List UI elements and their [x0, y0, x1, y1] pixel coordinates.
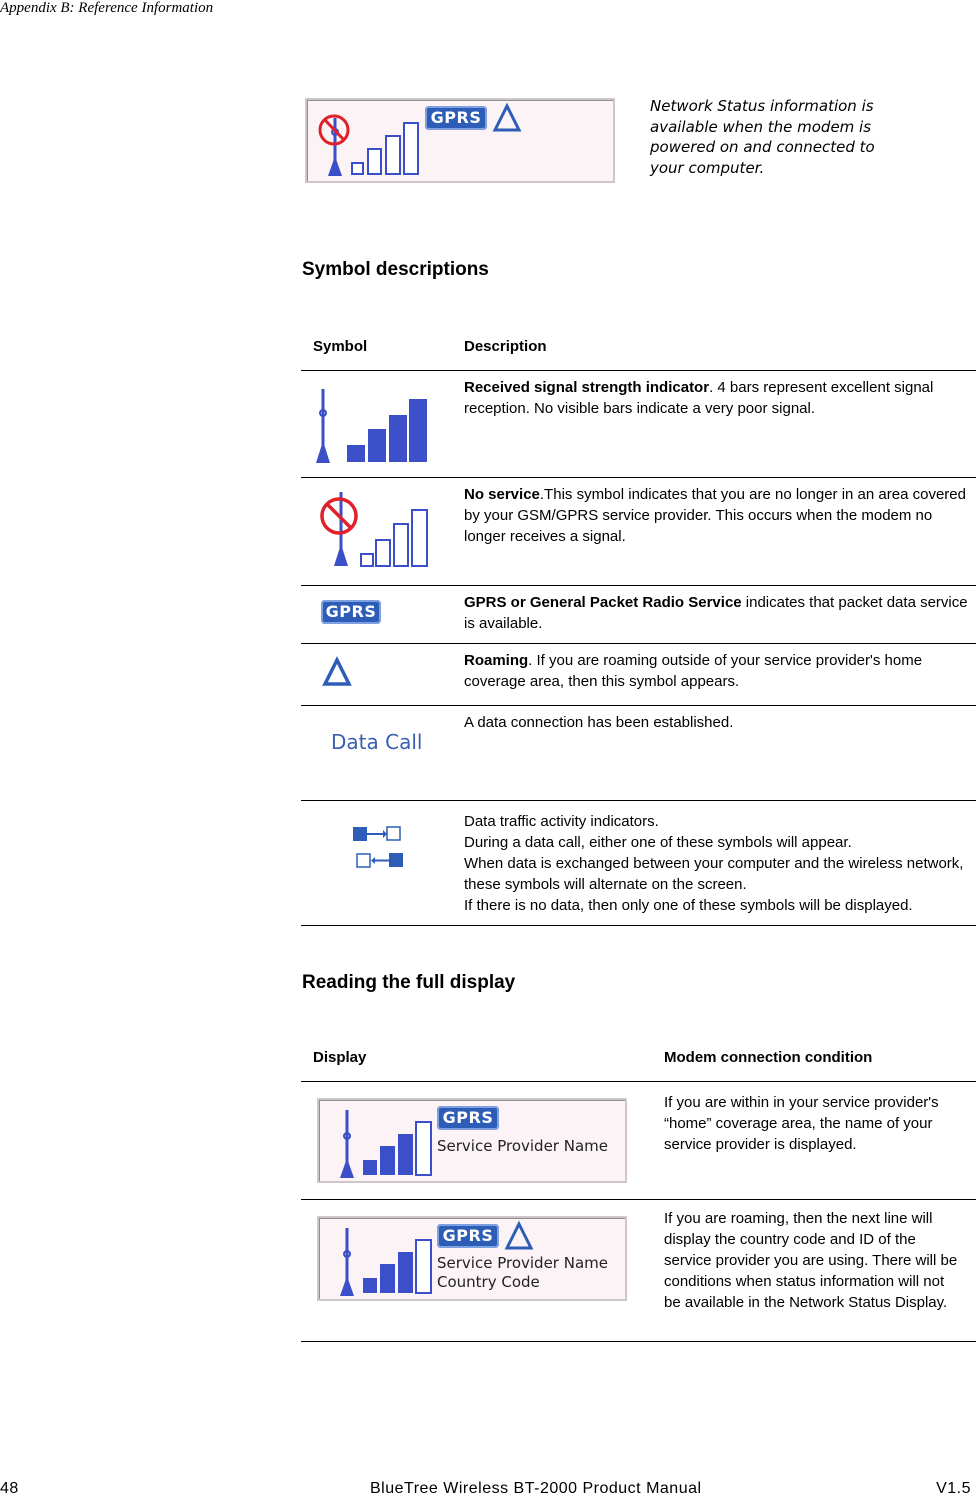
table-row	[301, 586, 976, 644]
traffic-line-3: When data is exchanged between your computer and the wireless network, these symbols will alternate on the screen.	[464, 855, 964, 893]
gprs-desc: indicates that packet data service is available.	[464, 594, 968, 632]
signal-strength-title: Received signal strength indicator	[464, 379, 710, 396]
footer-title: BlueTree Wireless BT-2000 Product Manual	[370, 1480, 702, 1497]
col-condition: Modem connection condition	[651, 1033, 976, 1082]
table-row	[301, 1200, 976, 1342]
traffic-line-1: Data traffic activity indicators.	[464, 813, 659, 830]
gprs-badge: GPRS	[437, 1224, 499, 1248]
no-service-desc: .This symbol indicates that you are no longer in an area covered by your GSM/GPRS service provider. This occurs when the modem no longer receives a signal.	[464, 486, 966, 545]
table-row	[301, 706, 976, 801]
roaming-title: Roaming	[464, 652, 529, 669]
service-provider-name: Service Provider Name	[437, 1137, 608, 1155]
network-status-display-image	[305, 98, 615, 183]
home-condition: If you are within in your service provider's “home” coverage area, the name of your service provider is displayed.	[664, 1094, 939, 1153]
send-traffic-icon	[353, 827, 400, 841]
service-provider-name: Service Provider Name	[437, 1254, 608, 1272]
data-traffic-icon	[301, 801, 451, 919]
symbol-table	[301, 322, 976, 926]
signal-strength-desc: . 4 bars represent excellent signal reception. No visible bars indicate a very poor signal.	[464, 379, 934, 417]
running-head: Appendix B: Reference Information	[0, 0, 214, 16]
gprs-icon: GPRS	[321, 600, 381, 624]
display-table	[301, 1033, 976, 1342]
reading-display-title: Reading the full display	[302, 972, 516, 993]
page-number: 48	[0, 1480, 19, 1497]
data-call-desc: A data connection has been established.	[464, 714, 734, 731]
gprs-badge: GPRS	[437, 1106, 499, 1130]
receive-traffic-icon	[357, 853, 403, 867]
no-service-icon	[301, 478, 451, 578]
symbol-descriptions-title: Symbol descriptions	[302, 259, 489, 280]
data-call-icon: Data Call	[331, 730, 423, 754]
no-service-title: No service	[464, 486, 540, 503]
footer-version: V1.5	[936, 1480, 971, 1497]
gprs-title: GPRS or General Packet Radio Service	[464, 594, 742, 611]
table-row	[301, 371, 976, 478]
table-row	[301, 801, 976, 926]
hero-note: Network Status information is available when the modem is powered on and connected to your computer.	[650, 97, 875, 177]
roaming-triangle-icon	[301, 644, 451, 699]
gprs-badge: GPRS	[425, 106, 487, 130]
col-symbol: Symbol	[301, 322, 452, 371]
signal-strength-icon	[301, 371, 451, 471]
traffic-line-2: During a data call, either one of these symbols will appear.	[464, 834, 852, 851]
country-code: Country Code	[437, 1273, 540, 1291]
home-display-image	[317, 1098, 627, 1183]
table-row	[301, 1082, 976, 1200]
col-display: Display	[301, 1033, 651, 1082]
col-description: Description	[452, 322, 976, 371]
roaming-display-image	[317, 1216, 627, 1301]
roaming-desc: . If you are roaming outside of your service provider's home coverage area, then this symbol appears.	[464, 652, 923, 690]
table-row	[301, 644, 976, 706]
table-row	[301, 478, 976, 586]
roaming-condition: If you are roaming, then the next line will display the country code and ID of the service provider you are using. There will be conditions when status information will not be available in the Network Status Display.	[664, 1210, 958, 1311]
traffic-line-4: If there is no data, then only one of these symbols will be displayed.	[464, 897, 913, 914]
